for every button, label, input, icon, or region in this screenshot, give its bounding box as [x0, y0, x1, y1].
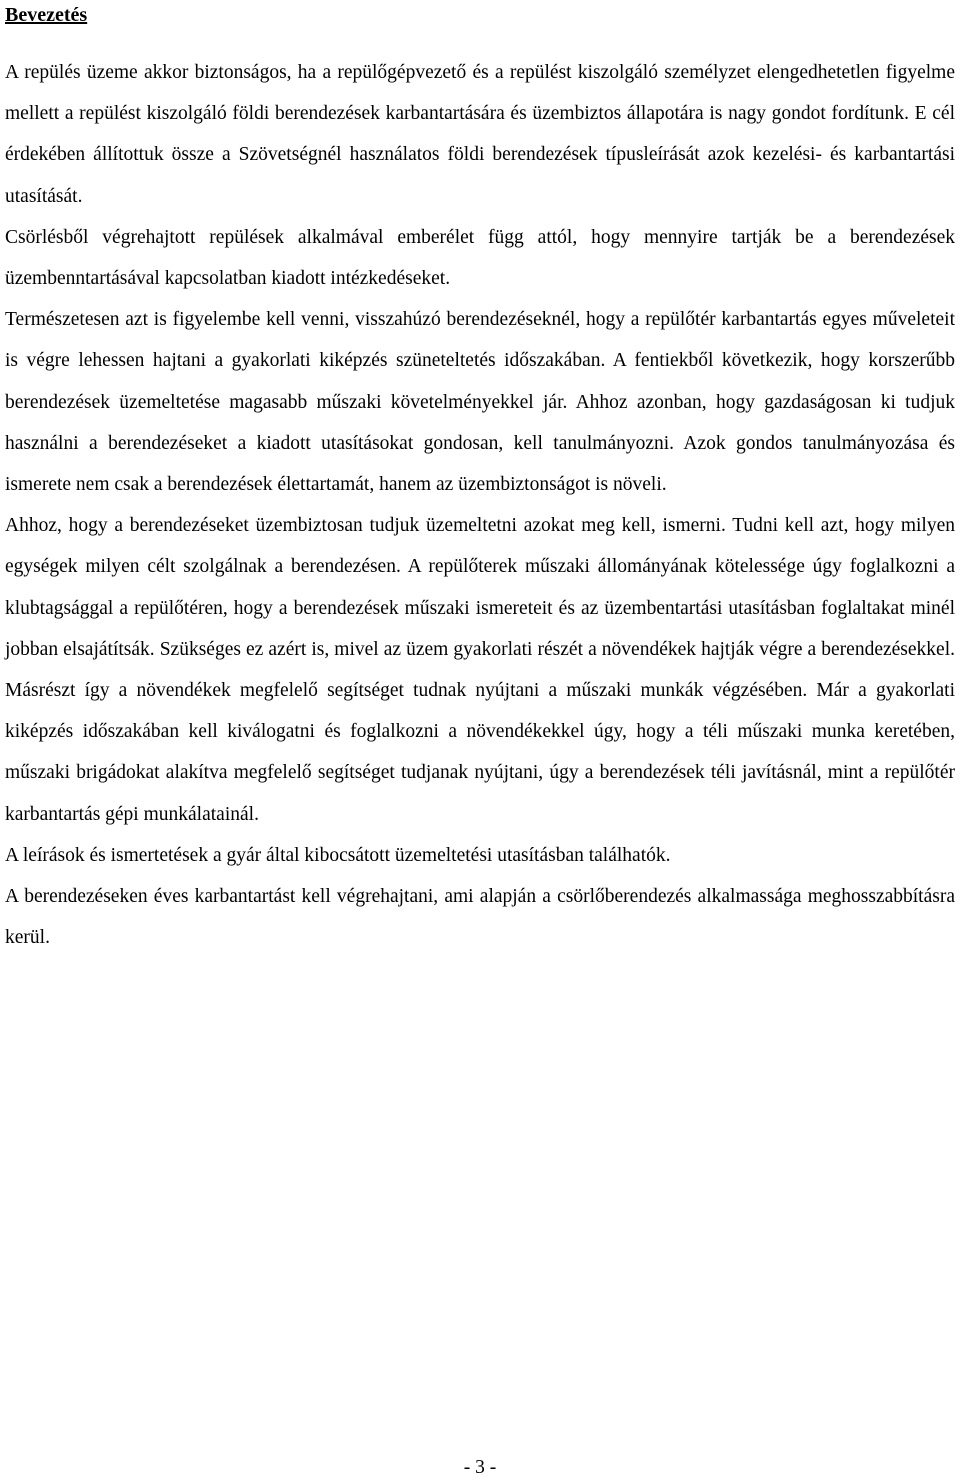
section-heading: Bevezetés: [5, 4, 88, 26]
paragraph-2: Csörlésből végrehajtott repülések alkalmával emberélet függ attól, hogy mennyire tartják be a berendezések üzembenntartásával kapcsolatban kiadott intézkedéseket.: [5, 226, 955, 290]
body-text: [5, 52, 955, 958]
page-number: - 3 -: [463, 1457, 497, 1478]
paragraph-3: Természetesen azt is figyelembe kell venni, visszahúzó berendezéseknél, hogy a repülőtér karbantartás egyes műveleteit is végre lehessen hajtani a gyakorlati kiképzés szüneteltetés időszakában. A fentiekből következik, hogy korszerűbb berendezések üzemeltetése magasabb műszaki követelményekkel jár. Ahhoz azonban, hogy gazdaságosan ki tudjuk használni a berendezéseket a kiadott utasításokat gondosan, kell tanulmányozni. Azok gondos tanulmányozása és ismerete nem csak a berendezések élettartamát, hanem az üzembiztonságot is növeli.: [5, 309, 955, 496]
paragraph-1: A repülés üzeme akkor biztonságos, ha a repülőgépvezető és a repülést kiszolgáló személyzet elengedhetetlen figyelme mellett a repülést kiszolgáló földi berendezések karbantartására és üzembiztos állapotára is nagy gondot fordítunk. E cél érdekében állítottuk össze a Szövetségnél használatos földi berendezések típusleírását azok kezelési- és karbantartási utasítását.: [5, 62, 955, 207]
paragraph-5: A leírások és ismertetések a gyár által kibocsátott üzemeltetési utasításban találhatók.: [5, 844, 671, 866]
paragraph-4: Ahhoz, hogy a berendezéseket üzembiztosan tudjuk üzemeltetni azokat meg kell, ismerni. Tudni kell azt, hogy milyen egységek milyen célt szolgálnak a berendezésen. A repülőterek műszaki állományának kötelessége úgy foglalkozni a klubtagsággal a repülőtéren, hogy a berendezések műszaki ismereteit és az üzembentartási utasításban foglaltakat minél jobban elsajátítsák. Szükséges ez azért is, mivel az üzem gyakorlati részét a növendékek hajtják végre a berendezésekkel. Másrészt így a növendékek megfelelő segítséget tudnak nyújtani a műszaki munkák végzésében. Már a gyakorlati kiképzés időszakában kell kiválogatni és foglalkozni a növendékekkel úgy, hogy a téli műszaki munka keretében, műszaki brigádokat alakítva megfelelő segítséget tudjanak nyújtani, úgy a berendezések téli javításnál, mint a repülőtér karbantartás gépi munkálatainál.: [5, 515, 955, 825]
paragraph-6: A berendezéseken éves karbantartást kell végrehajtani, ami alapján a csörlőberendezés alkalmassága meghosszabbításra kerül.: [5, 886, 955, 949]
document-page: [5, 0, 955, 958]
